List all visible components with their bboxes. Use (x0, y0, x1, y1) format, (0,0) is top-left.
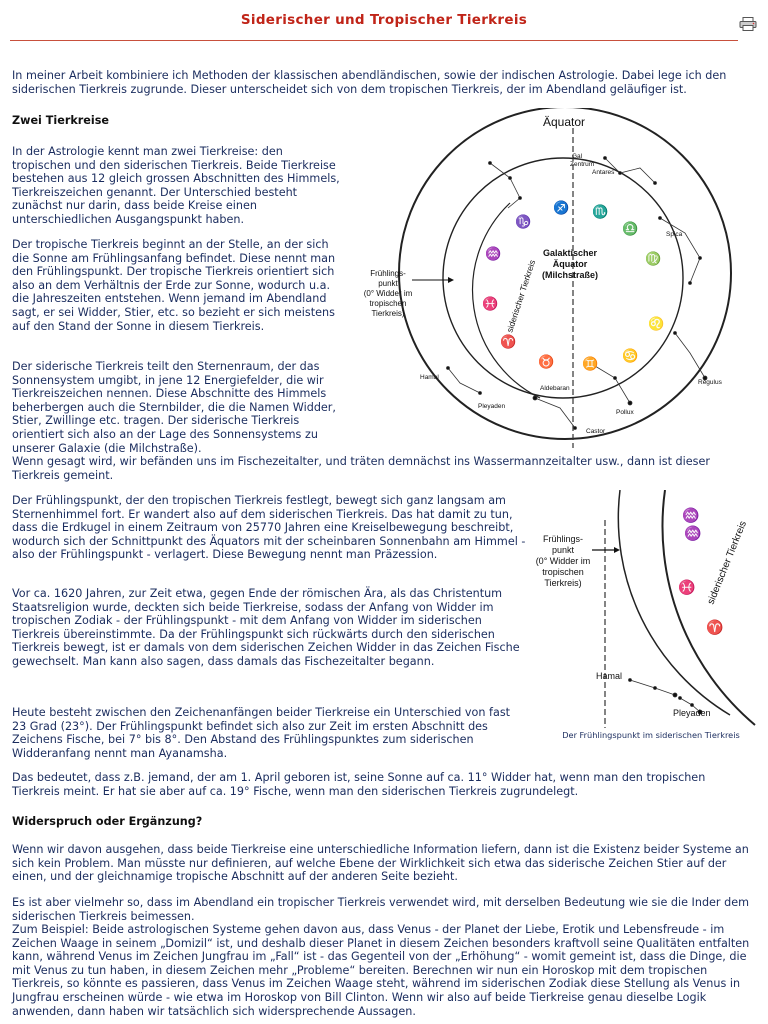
sign-aquarius: ♒ (485, 246, 502, 261)
sign-leo: ♌ (648, 316, 665, 331)
arrow-head (448, 277, 454, 283)
sign-virgo: ♍ (645, 251, 662, 266)
svg-text:Tierkreis): Tierkreis) (371, 309, 405, 318)
svg-text:punkt: punkt (551, 545, 575, 555)
svg-text:Hamal: Hamal (420, 374, 439, 381)
sign-cancer: ♋ (622, 348, 639, 363)
svg-text:(0° Widder im: (0° Widder im (535, 556, 591, 566)
zodiac-diagram (360, 108, 760, 453)
svg-text:Galaktischer: Galaktischer (542, 248, 598, 258)
paragraph: Vor ca. 1620 Jahren, zur Zeit etwa, gegen Ende der römischen Ära, als das Christentum Staatsreligion wurde, deckten sich beide Tierkreise, sodass der Anfang von Widder im tropischen Zodiak - der Frühlingspunkt - mit dem Anfang von Widder im siderischen Tierkreis übereinstimmte. Da der Frühlingspunkt sich rückwärts durch den siderischen Tierkreis bewegt, ist er damals von dem siderischen Zeichen Widder in das Zeichen Fische gewechselt. Man kann also sagen, dass damals das Fischezeitalter begann. (12, 587, 520, 668)
svg-text:Äquator: Äquator (552, 259, 588, 269)
svg-text:Frühlings-: Frühlings- (370, 269, 406, 278)
sign-capricorn: ♑ (515, 214, 532, 229)
star-label-hamal: Hamal (596, 671, 623, 681)
sign-taurus: ♉ (538, 354, 555, 369)
section-heading-zwei-tierkreise: Zwei Tierkreise (12, 114, 109, 127)
paragraph: Der Frühlingspunkt, der den tropischen Tierkreis festlegt, bewegt sich ganz langsam am Sternenhimmel fort. Er wandert also auf dem siderischen Tierkreis. Das hat damit zu tun, dass die Erdkugel in einem Zeitraum von 25770 Jahren eine Kreiselbewegung beschreibt, wodurch sich der Schnittpunkt des Äquators mit der scheinbaren Sonnenbahn am Himmel - also der Frühlingspunkt - verlagert. Diese Bewegung nennt man Präzession. (12, 494, 526, 562)
star-labels (420, 153, 723, 435)
svg-text:Gal: Gal (572, 153, 583, 160)
sign-pisces: ♓ (482, 296, 499, 311)
svg-text:Tierkreis): Tierkreis) (544, 578, 582, 588)
svg-text:Pleyaden: Pleyaden (478, 403, 506, 410)
sign-scorpio: ♏ (592, 204, 609, 219)
svg-text:♒: ♒ (684, 525, 702, 541)
sign-libra: ♎ (622, 221, 639, 236)
zodiac-signs (678, 507, 723, 636)
star-label-pleyaden: Pleyaden (673, 708, 711, 718)
svg-text:Zentrum: Zentrum (570, 161, 595, 168)
svg-text:♒: ♒ (682, 507, 700, 523)
sign-sagittarius: ♐ (553, 200, 570, 215)
paragraph: Es ist aber vielmehr so, dass im Abendland ein tropischer Tierkreis verwendet wird, mit derselben Bedeutung wie sie die Inder dem siderischen Tierkreis beimessen. (12, 896, 749, 923)
paragraph: Wenn gesagt wird, wir befänden uns im Fischezeitalter, und träten demnächst ins Wassermannzeitalter usw., dann ist dieser Tierkreis gemeint. (12, 455, 710, 482)
svg-text:Frühlings-: Frühlings- (542, 534, 584, 544)
figure-caption: Der Frühlingspunkt im siderischen Tierkreis (562, 730, 740, 740)
paragraph: Heute besteht zwischen den Zeichenanfängen beider Tierkreise ein Unterschied von fast 23 Grad (23°). Der Frühlingspunkt befindet sich also zur Zeit im ersten Abschnitt des Zeichens Fische, bei 7° bis 8°. Den Abstand des Frühlingspunktes zum siderischen Widderanfang nennt man Ayanamsha. (12, 706, 511, 760)
svg-text:Castor: Castor (586, 428, 606, 435)
svg-text:tropischen: tropischen (542, 567, 584, 577)
svg-text:Antares: Antares (592, 169, 615, 176)
svg-text:tropischen: tropischen (369, 299, 407, 308)
siderischer-tierkreis-label: siderischer Tierkreis (504, 258, 538, 334)
paragraph: Das bedeutet, dass z.B. jemand, der am 1. April geboren ist, seine Sonne auf ca. 11° Widder hat, wenn man den tropischen Tierkreis meint. Er hat sie aber auf ca. 19° Fische, wenn man den siderischen Tierkreis zugrundelegt. (12, 771, 706, 798)
title-divider (10, 40, 738, 41)
sign-aries: ♈ (500, 334, 517, 349)
paragraph: Wenn wir davon ausgehen, dass beide Tierkreise eine unterschiedliche Information liefern, dann ist die Existenz beider Systeme an sich kein Problem. Man müsste nur definieren, auf welche Ebene der Wirklichkeit sich etwa das siderische Zeichen Stier auf der einen, und der gleichnamige tropische Abschnitt auf der anderen Seite bezieht. (12, 843, 749, 884)
svg-text:punkt: punkt (378, 279, 398, 288)
svg-text:Regulus: Regulus (698, 379, 722, 386)
sign-gemini: ♊ (582, 356, 599, 371)
arrow-head (614, 547, 620, 553)
section-heading-widerspruch: Widerspruch oder Ergänzung? (12, 815, 203, 828)
fruehlingspunkt-label (536, 534, 591, 588)
paragraph: In der Astrologie kennt man zwei Tierkreise: den tropischen und den siderischen Tierkreis. Beide Tierkreise bestehen aus 12 gleich grossen Abschnitten des Himmels, Tierkreiszeichen genannt. Der Unterschied besteht zunächst nur darin, dass beide Kreise einen unterschiedlichen Ausgangspunkt haben. (12, 145, 340, 226)
paragraph: Der siderische Tierkreis teilt den Sternenraum, der das Sonnensystem umgibt, in jene 12 Energiefelder, die wir Tierkreiszeichen nennen. Diese Abschnitte des Himmels beherbergen auch die Sternbilder, die die Namen Widder, Stier, Zwillinge etc. tragen. Der siderische Tierkreis orientiert sich also an der Lage des Sonnensystems zu unserer Galaxie (die Milchstraße). (12, 360, 336, 455)
svg-text:Spica: Spica (666, 231, 683, 238)
constellations (447, 157, 708, 430)
fruehlingspunkt-label (364, 269, 413, 318)
intro-paragraph: In meiner Arbeit kombiniere ich Methoden der klassischen abendländischen, sowie der indischen Astrologie. Dabei lege ich den siderischen Tierkreis zugrunde. Dieser unterscheidet sich von dem tropischen Tierkreis, der im Abendland geläufiger ist. (12, 69, 727, 96)
svg-text:♈: ♈ (706, 619, 724, 635)
paragraph: Der tropische Tierkreis beginnt an der Stelle, an der sich die Sonne am Frühlingsanfang befindet. Diese nennt man den Frühlingspunkt. Der tropische Tierkreis orientiert sich also an dem Verhältnis der Erde zur Sonne, wodurch u.a. die Jahreszeiten entstehen. Wenn jemand im Abendland sagt, er sei Widder, Stier, etc. so bezieht er sich meistens auf den Stand der Sonne in diesem Tierkreis. (12, 238, 336, 333)
galactic-label (542, 248, 598, 280)
aequator-label: Äquator (543, 115, 586, 129)
paragraph: Zum Beispiel: Beide astrologischen Systeme gehen davon aus, dass Venus - der Planet der Liebe, Erotik und Lebensfreude - im Zeichen Waage in seinem „Domizil“ ist, und deshalb dieser Planet in diesem Zeichen besonders kraftvoll seine Qualitäten entfalten kann, während Venus im Zeichen Jungfrau im „Fall“ ist - das Gegenteil von der „Erhöhung“ - womit gemeint ist, dass die Dinge, die mit Venus zu tun haben, in diesem Zeichen mehr „Probleme“ bereiten. Berechnen wir nun ein Horoskop mit dem tropischen Tierkreis, so könnte es passieren, dass Venus im Zeichen Waage steht, während im siderischen Zodiak diese Stellung als Venus in Jungfrau erscheinen würde - wie etwa im Horoskop von Bill Clinton. Wenn wir also auf beide Tierkreise genau dieselbe Logik anwenden, dann haben wir tatsächlich sich widersprechende Aussagen. (12, 923, 750, 1018)
svg-text:(0° Widder im: (0° Widder im (363, 289, 413, 298)
svg-text:Aldebaran: Aldebaran (540, 385, 570, 392)
svg-text:♓: ♓ (678, 579, 696, 595)
page-title: Siderischer und Tropischer Tierkreis (240, 12, 528, 28)
fruehlingspunkt-diagram (530, 490, 762, 728)
svg-text:(Milchstraße): (Milchstraße) (541, 270, 599, 280)
printer-icon[interactable] (739, 17, 757, 31)
svg-text:Pollux: Pollux (616, 409, 634, 416)
siderischer-tierkreis-label: siderischer Tierkreis (705, 519, 750, 607)
